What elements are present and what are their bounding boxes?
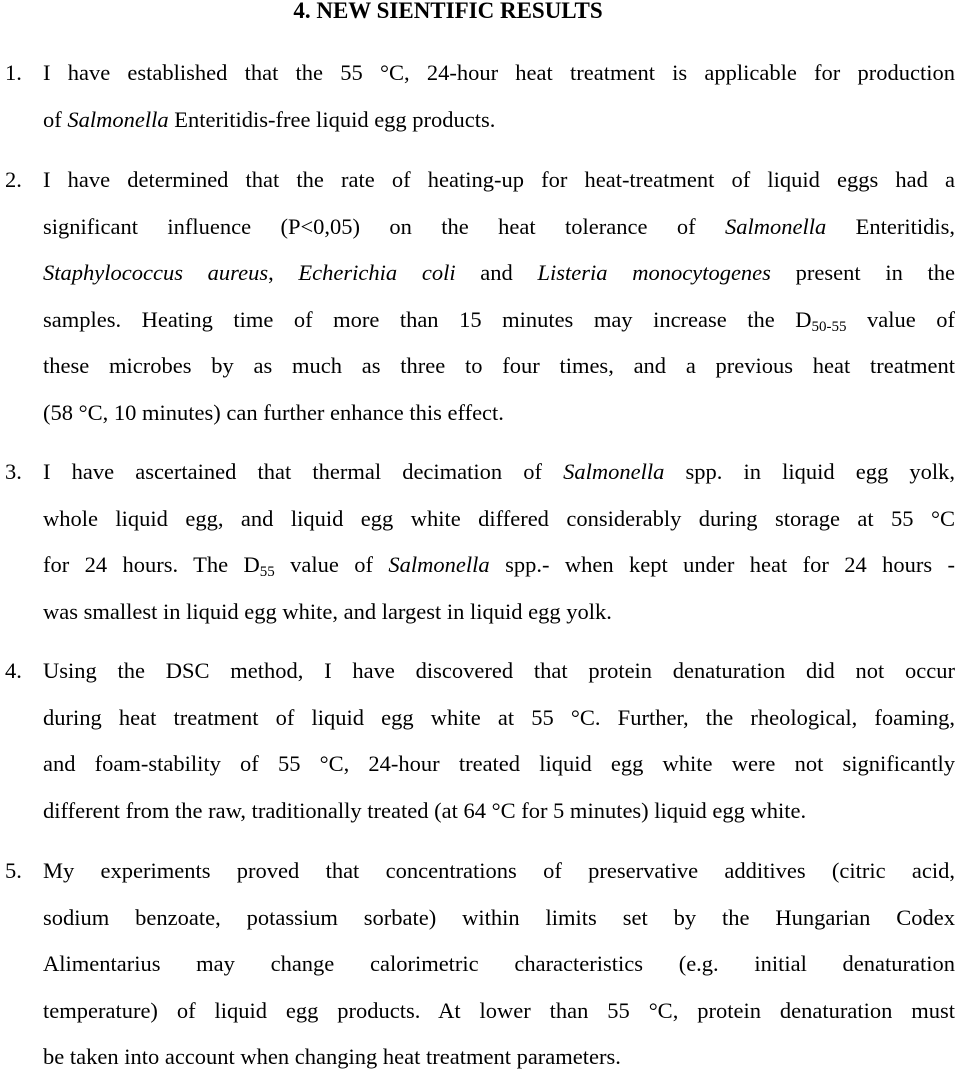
species-name: Listeria monocytogenes: [537, 260, 771, 285]
species-name: Staphylococcus aureus: [43, 260, 269, 285]
text-line: different from the raw, traditionally treated (at 64 °C for 5 minutes) liquid egg white.: [43, 797, 807, 823]
species-name: Salmonella: [563, 459, 665, 484]
item-number: 4.: [5, 658, 22, 683]
text-line: temperature) of liquid egg products. At lower than 55 °C, protein denaturation must: [43, 997, 955, 1023]
item-text: [43, 449, 955, 635]
text-line: Alimentarius may change calorimetric characteristics (e.g. initial denaturation: [43, 951, 955, 976]
text-line: Staphylococcus aureus, Echerichia coli and Listeria monocytogenes present in the: [43, 260, 956, 285]
text-line: samples. Heating time of more than 15 minutes may increase the $D_{50-55}$ value of: [43, 306, 955, 335]
text-line: I have established that the 55 °C, 24-hour heat treatment is applicable for production: [43, 60, 955, 85]
subscript: 50-55: [811, 318, 847, 335]
item-number: 3.: [5, 459, 22, 484]
item-number: 1.: [5, 60, 22, 85]
text-line: Using the DSC method, I have discovered that protein denaturation did not occur: [43, 658, 955, 683]
species-name: Salmonella: [724, 213, 827, 239]
result-item-2: [0, 157, 960, 436]
item-text: [43, 50, 955, 143]
item-number: 2.: [5, 167, 22, 192]
text-line: whole liquid egg, and liquid egg white differed considerably during storage at 55 °C: [43, 505, 955, 531]
result-item-1: [0, 50, 960, 143]
item-number: 5.: [5, 858, 22, 883]
text-line: I have determined that the rate of heating-up for heat-treatment of liquid eggs had a: [43, 167, 955, 192]
section-heading: 4. NEW SIENTIFIC RESULTS: [293, 0, 603, 23]
text-line: during heat treatment of liquid egg white at 55 °C. Further, the rheological, foaming,: [43, 704, 955, 730]
text-line: significant influence (P<0,05) on the heat tolerance of Salmonella Enteritidis,: [43, 213, 955, 239]
text-line: of Salmonella Enteritidis-free liquid egg products.: [43, 106, 496, 132]
text-line: these microbes by as much as three to four times, and a previous heat treatment: [43, 353, 955, 378]
text-line: (58 °C, 10 minutes) can further enhance this effect.: [43, 399, 504, 425]
text-line: sodium benzoate, potassium sorbate) within limits set by the Hungarian Codex: [43, 904, 955, 930]
text-line: and foam-stability of 55 °C, 24-hour treated liquid egg white were not significantly: [43, 751, 955, 776]
item-text: [43, 648, 955, 834]
text-line: My experiments proved that concentrations of preservative additives (citric acid,: [43, 858, 955, 883]
text-line: I have ascertained that thermal decimation of Salmonella spp. in liquid egg yolk,: [43, 459, 955, 484]
text-line: for 24 hours. The $D_{55}$ value of Salmonella spp.- when kept under heat for 24 hours -: [43, 552, 955, 580]
species-name: Salmonella: [67, 106, 169, 132]
result-item-4: [0, 648, 960, 834]
text-line: was smallest in liquid egg white, and largest in liquid egg yolk.: [43, 598, 612, 624]
species-name: Salmonella: [388, 552, 490, 577]
item-text: [43, 848, 955, 1081]
subscript: 55: [259, 564, 275, 580]
text-line: be taken into account when changing heat treatment parameters.: [43, 1044, 621, 1069]
species-name: Echerichia coli: [298, 260, 456, 285]
result-item-5: [0, 848, 960, 1081]
result-item-3: [0, 449, 960, 635]
item-text: [43, 157, 955, 436]
